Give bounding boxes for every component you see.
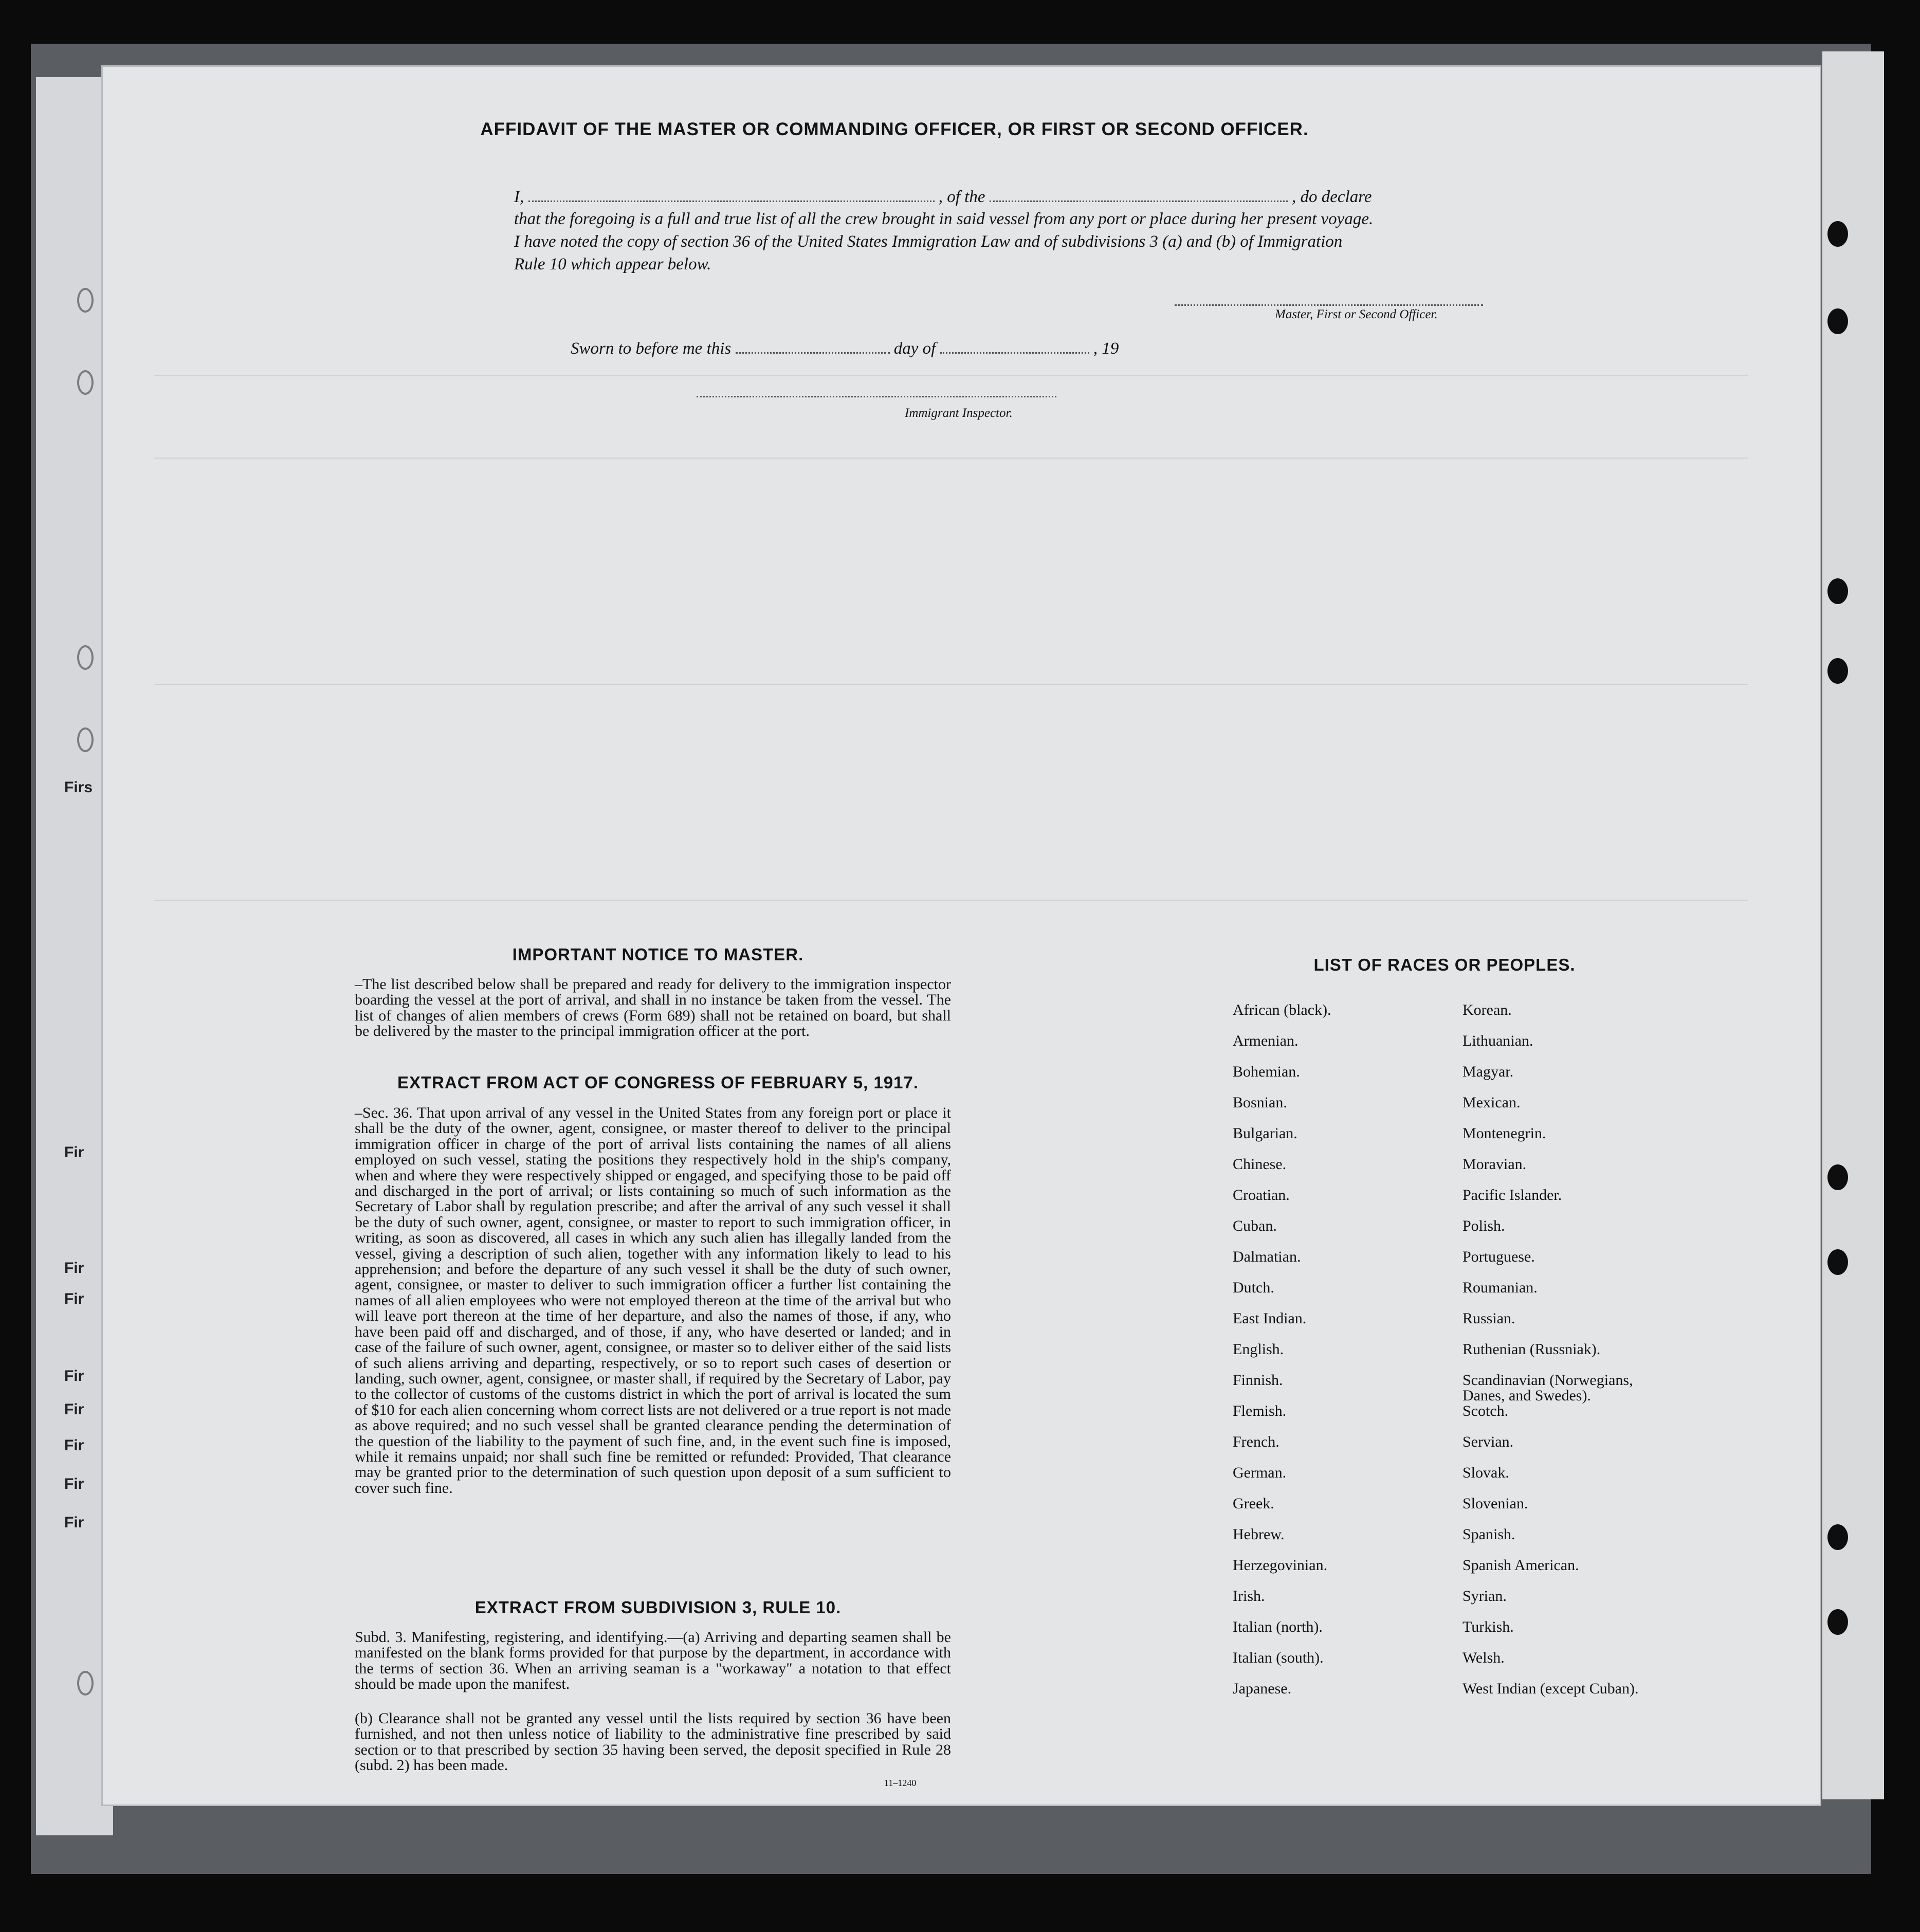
race-item: Montenegrin. xyxy=(1462,1125,1546,1142)
underpage-label: Fir xyxy=(64,1475,84,1492)
punch-hole xyxy=(77,1671,94,1696)
inspector-caption: Immigrant Inspector. xyxy=(905,406,1013,420)
bleed-through-line xyxy=(154,900,1748,901)
race-item: African (black). xyxy=(1233,1001,1331,1018)
underpage-label: Fir xyxy=(64,1260,84,1277)
race-item: English. xyxy=(1233,1341,1284,1358)
race-item: Scotch. xyxy=(1462,1402,1509,1419)
punch-hole xyxy=(1827,221,1848,247)
underpage-label: Fir xyxy=(64,1437,84,1454)
underlying-page-edge xyxy=(36,77,113,1835)
underpage-label: Fir xyxy=(64,1368,84,1384)
punch-hole xyxy=(1827,578,1848,604)
inspector-signature-line xyxy=(697,396,1056,397)
sworn-text: Sworn to before me this xyxy=(571,339,732,358)
race-item: Polish. xyxy=(1462,1217,1505,1234)
races-title: LIST OF RACES OR PEOPLES. xyxy=(1313,955,1576,974)
month-blank xyxy=(940,352,1089,354)
sworn-line xyxy=(571,339,1119,358)
race-item: Slovenian. xyxy=(1462,1495,1528,1512)
race-item: Scandinavian (Norwegians, Danes, and Swedes). xyxy=(1462,1372,1633,1404)
race-item: Slovak. xyxy=(1462,1464,1509,1481)
race-item: Ruthenian (Russniak). xyxy=(1462,1341,1601,1358)
bleed-through-line xyxy=(154,375,1748,376)
race-item: Italian (south). xyxy=(1233,1649,1324,1666)
race-item: Chinese. xyxy=(1233,1156,1287,1173)
race-item: Korean. xyxy=(1462,1001,1512,1018)
day-blank xyxy=(736,352,890,354)
affidavit-line-2: that the foregoing is a full and true list of all the crew brought in said vessel from any port or place during her present voyage. xyxy=(514,210,1374,228)
affidavit-title: AFFIDAVIT OF THE MASTER OR COMMANDING OFFICER, OR FIRST OR SECOND OFFICER. xyxy=(480,119,1309,139)
vessel-blank xyxy=(990,201,1288,202)
master-signature-line xyxy=(1175,304,1483,306)
race-item: Turkish. xyxy=(1462,1618,1514,1635)
act-text: –Sec. 36. That upon arrival of any vessel in the United States from any foreign port or place it shall be the duty of the owner, agent, consignee, or master thereof to deliver to the principal immigration officer in charge of the port of arrival lists containing the names of all aliens employed on such vessel, stating the positions they respectively hold in the ship's company, when and where they were respectively shipped or engaged, and specifying those to be paid off and discharged in the port of arrival; or lists containing so much of such information as the Secretary of Labor shall by regulation prescribe; and after the arrival of any such vessel it shall be the duty of such owner, agent, consignee, or master to report to such immigration officer, in writing, as soon as discovered, all cases in which any such alien has illegally landed from the vessel, giving a description of such alien, together with any information likely to lead to his apprehension; and before the departure of any such vessel it shall be the duty of such owner, agent, consignee, or master to deliver to such immigration officer a further list containing the names of all alien employees who were not employed thereon at the time of the arrival but who will leave port thereon at the time of her departure, and also the names of those, if any, who have been paid off and discharged, and of those, if any, who have deserted or landed; and in case of the failure of such owner, agent, consignee, or master so to deliver either of the said lists of such aliens arriving and departing, respectively, or so to report such cases of desertion or landing, such owner, agent, consignee, or master shall, if required by the Secretary of Labor, pay to the collector of customs of the customs district in which the port of arrival is located the sum of $10 for each alien concerning whom correct lists are not delivered or a true report is not made as above required; and no such vessel shall be granted clearance pending the determination of the question of the liability to the payment of such fine, and, in the event such fine is imposed, while it remains unpaid; nor shall such fine be remitted or refunded: Provided, That clearance may be granted prior to the determination of such question upon deposit of a sum sufficient to cover such fine. xyxy=(355,1104,951,1497)
race-item: Lithuanian. xyxy=(1462,1032,1533,1049)
race-item: Bohemian. xyxy=(1233,1063,1300,1080)
race-item: Japanese. xyxy=(1233,1680,1292,1697)
underpage-label: Fir xyxy=(64,1290,84,1307)
race-item: Bulgarian. xyxy=(1233,1125,1297,1142)
race-item: Russian. xyxy=(1462,1310,1515,1327)
rule-title: EXTRACT FROM SUBDIVISION 3, RULE 10. xyxy=(474,1598,842,1617)
punch-hole xyxy=(77,370,94,395)
bleed-through-line xyxy=(154,684,1748,685)
race-item: Hebrew. xyxy=(1233,1526,1285,1543)
underpage-label: Fir xyxy=(64,1144,84,1161)
race-item: Pacific Islander. xyxy=(1462,1187,1562,1204)
race-item: Syrian. xyxy=(1462,1588,1507,1605)
races-right-column xyxy=(1462,1003,1678,1712)
race-item: Dutch. xyxy=(1233,1279,1274,1296)
punch-hole xyxy=(1827,308,1848,334)
race-item: Welsh. xyxy=(1462,1649,1505,1666)
race-item: Bosnian. xyxy=(1233,1094,1287,1111)
name-blank xyxy=(528,201,935,202)
underpage-label: Firs xyxy=(64,779,93,796)
race-item: Spanish American. xyxy=(1462,1557,1579,1574)
rule-text-a: Subd. 3. Manifesting, registering, and identifying.—(a) Arriving and departing seamen shall be manifested on the blank forms provided for that purpose by the department, in accordance with the terms of section 36. When an arriving seaman is a "workaway" a notation to that effect should be made upon the manifest. xyxy=(355,1629,951,1693)
race-item: Greek. xyxy=(1233,1495,1274,1512)
race-item: Dalmatian. xyxy=(1233,1248,1301,1265)
punch-hole xyxy=(77,645,94,670)
punch-hole xyxy=(1827,658,1848,684)
affidavit-line-4: Rule 10 which appear below. xyxy=(514,255,711,274)
race-item: Irish. xyxy=(1233,1588,1265,1605)
race-item: Servian. xyxy=(1462,1433,1514,1450)
affidavit-declare: , do declare xyxy=(1291,188,1372,206)
race-item: Armenian. xyxy=(1233,1032,1299,1049)
race-item: Flemish. xyxy=(1233,1402,1287,1419)
affidavit-i: I, xyxy=(514,188,524,206)
race-item: Mexican. xyxy=(1462,1094,1521,1111)
affidavit-of-the: , of the xyxy=(938,188,985,206)
race-item: Herzegovinian. xyxy=(1233,1557,1328,1574)
race-item: Portuguese. xyxy=(1462,1248,1535,1265)
notice-text: –The list described below shall be prepared and ready for delivery to the immigration inspector boarding the vessel at the port of arrival, and shall in no instance be taken from the vessel. The list of changes of alien members of crews (Form 689) shall not be retained on board, but shall be delivered by the master to the principal immigration officer at the port. xyxy=(355,976,951,1040)
race-item: Finnish. xyxy=(1233,1372,1283,1389)
race-item: West Indian (except Cuban). xyxy=(1462,1680,1639,1697)
race-item: Croatian. xyxy=(1233,1187,1290,1204)
punch-hole xyxy=(1827,1249,1848,1275)
master-caption: Master, First or Second Officer. xyxy=(1275,307,1438,321)
affidavit-line-1 xyxy=(514,188,1542,207)
notice-title: IMPORTANT NOTICE TO MASTER. xyxy=(512,945,804,964)
punch-hole xyxy=(1827,1609,1848,1635)
affidavit-line-3: I have noted the copy of section 36 of the United States Immigration Law and of subdivisions 3 (a) and (b) of Immigration xyxy=(514,232,1343,251)
race-item: Roumanian. xyxy=(1462,1279,1538,1296)
rule-text-b: (b) Clearance shall not be granted any vessel until the lists required by section 36 have been furnished, and not then unless notice of liability to the administrative fine prescribed by said section or to that prescribed by section 35 having been served, the deposit specified in Rule 28 (subd. 2) has been made. xyxy=(355,1710,951,1774)
punch-hole xyxy=(77,288,94,313)
punch-hole xyxy=(77,727,94,752)
race-item: Moravian. xyxy=(1462,1156,1527,1173)
act-title: EXTRACT FROM ACT OF CONGRESS OF FEBRUARY 5, 1917. xyxy=(397,1073,919,1092)
underpage-label: Fir xyxy=(64,1514,84,1531)
race-item: Spanish. xyxy=(1462,1526,1515,1543)
punch-hole xyxy=(1827,1164,1848,1190)
race-item: Cuban. xyxy=(1233,1217,1277,1234)
race-item: Italian (north). xyxy=(1233,1618,1323,1635)
underpage-label: Fir xyxy=(64,1401,84,1418)
races-left-column xyxy=(1233,1003,1449,1712)
punch-hole xyxy=(1827,1524,1848,1550)
form-code: 11–1240 xyxy=(884,1778,917,1788)
race-item: French. xyxy=(1233,1433,1279,1450)
race-item: Magyar. xyxy=(1462,1063,1514,1080)
day-of-text: day of xyxy=(893,339,936,358)
bleed-through-line xyxy=(154,458,1748,459)
race-item: German. xyxy=(1233,1464,1287,1481)
race-item: East Indian. xyxy=(1233,1310,1307,1327)
year-text: , 19 xyxy=(1093,339,1119,358)
